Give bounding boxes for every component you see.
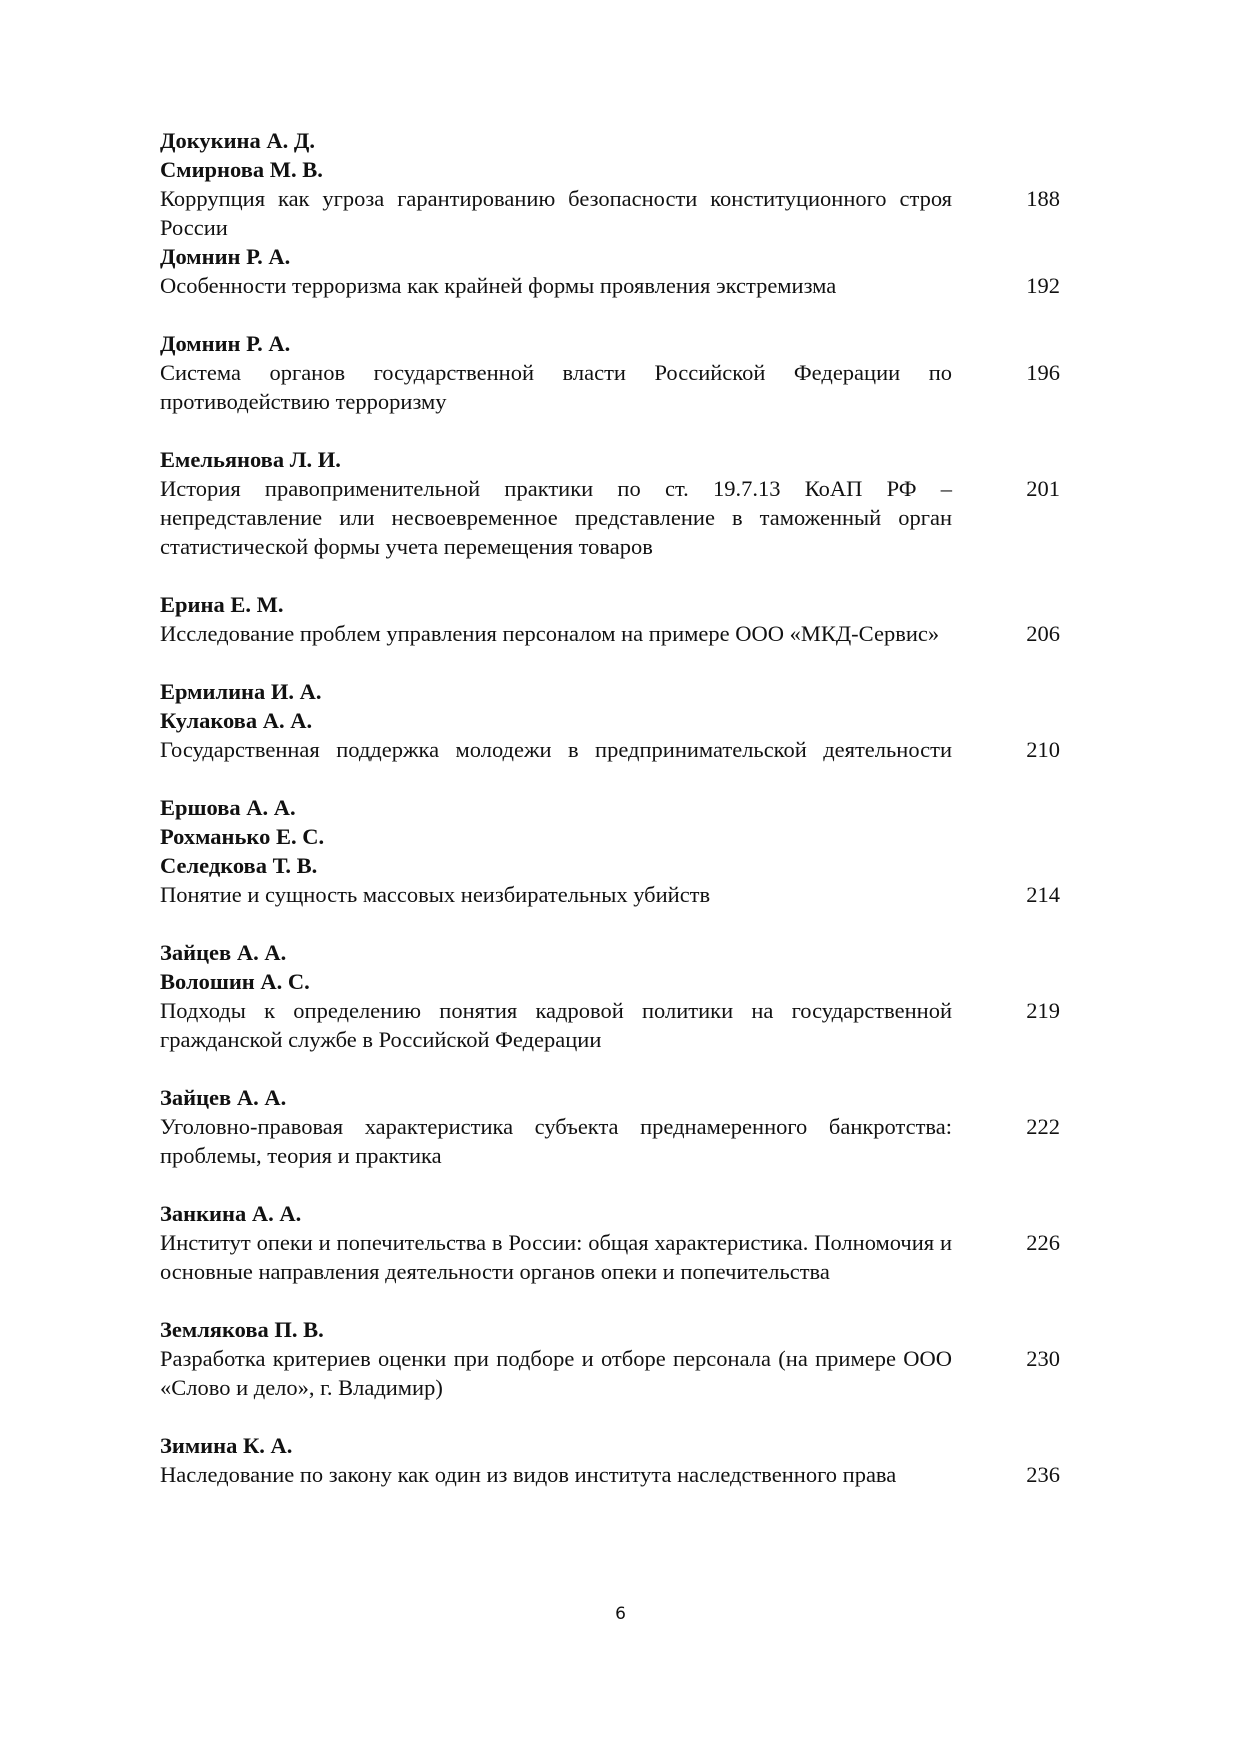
page-ref: 236: [1026, 1462, 1060, 1487]
page-ref: 214: [1026, 882, 1060, 907]
article-title: Исследование проблем управления персоналом на примере ООО «МКД-Сервис»: [160, 621, 940, 646]
article-title: Подходы к определению понятия кадровой политики на государственной гражданской службе в Российской Федерации: [160, 998, 952, 1052]
author-name: Волошин А. С.: [160, 969, 310, 994]
page-ref: 188: [1026, 186, 1060, 211]
article-title: История правоприменительной практики по ст. 19.7.13 КоАП РФ – непредставление или несвоевременное представление в таможенный орган статистической формы учета перемещения товаров: [160, 476, 952, 559]
author-name: Зайцев А. А.: [160, 1085, 287, 1110]
author-name: Ерина Е. М.: [160, 592, 284, 617]
page-ref: 206: [1026, 621, 1060, 646]
article-title: Разработка критериев оценки при подборе и отборе персонала (на примере ООО «Слово и дело», г. Владимир): [160, 1346, 952, 1400]
toc-row: [160, 1228, 1060, 1286]
page-ref: 201: [1026, 476, 1060, 501]
toc-entry: [160, 445, 1060, 561]
toc-row: [160, 1460, 1060, 1489]
page-number: 6: [615, 1604, 626, 1624]
toc-row: [160, 184, 1060, 242]
toc-row: [160, 1344, 1060, 1402]
author-name: Смирнова М. В.: [160, 157, 323, 182]
toc-entry: [160, 126, 1060, 242]
toc-entry: [160, 1199, 1060, 1286]
toc-entry: [160, 329, 1060, 416]
article-title: Система органов государственной власти Российской Федерации по противодействию терроризму: [160, 360, 952, 414]
author-name: Землякова П. В.: [160, 1317, 324, 1342]
toc-entry: [160, 793, 1060, 909]
toc-row: [160, 271, 1060, 300]
author-name: Ермилина И. А.: [160, 679, 322, 704]
toc-row: [160, 1112, 1060, 1170]
article-title: Наследование по закону как один из видов института наследственного права: [160, 1462, 897, 1487]
toc-row: [160, 880, 1060, 909]
article-title: Понятие и сущность массовых неизбирательных убийств: [160, 882, 711, 907]
toc-entry: [160, 1315, 1060, 1402]
page-ref: 192: [1026, 273, 1060, 298]
author-name: Емельянова Л. И.: [160, 447, 341, 472]
article-title: Особенности терроризма как крайней формы проявления экстремизма: [160, 273, 837, 298]
toc-row: [160, 474, 1060, 561]
toc-entry: [160, 1431, 1060, 1489]
author-name: Докукина А. Д.: [160, 128, 315, 153]
author-name: Зимина К. А.: [160, 1433, 293, 1458]
toc-row: [160, 996, 1060, 1054]
article-title: Уголовно-правовая характеристика субъекта преднамеренного банкротства: проблемы, теория и практика: [160, 1114, 952, 1168]
table-of-contents: [160, 126, 1060, 1489]
author-name: Домнин Р. А.: [160, 331, 291, 356]
author-name: Занкина А. А.: [160, 1201, 302, 1226]
toc-entry: [160, 590, 1060, 648]
page-ref: 226: [1026, 1230, 1060, 1255]
article-title: Институт опеки и попечительства в России: общая характеристика. Полномочия и основные направления деятельности органов опеки и попечительства: [160, 1230, 952, 1284]
toc-row: [160, 619, 1060, 648]
page-ref: 196: [1026, 360, 1060, 385]
page-ref: 230: [1026, 1346, 1060, 1371]
author-name: Селедкова Т. В.: [160, 853, 318, 878]
toc-row: [160, 735, 1060, 764]
toc-entry: [160, 242, 1060, 300]
author-name: Кулакова А. А.: [160, 708, 313, 733]
article-title: Коррупция как угроза гарантированию безопасности конституционного строя России: [160, 186, 952, 240]
article-title: Государственная поддержка молодежи в предпринимательской деятельности: [160, 737, 952, 762]
author-name: Зайцев А. А.: [160, 940, 287, 965]
author-name: Ершова А. А.: [160, 795, 296, 820]
toc-entry: [160, 938, 1060, 1054]
toc-entry: [160, 677, 1060, 764]
author-name: Домнин Р. А.: [160, 244, 291, 269]
page-ref: 219: [1026, 998, 1060, 1023]
author-name: Рохманько Е. С.: [160, 824, 325, 849]
page-ref: 210: [1026, 737, 1060, 762]
page-ref: 222: [1026, 1114, 1060, 1139]
toc-row: [160, 358, 1060, 416]
toc-entry: [160, 1083, 1060, 1170]
